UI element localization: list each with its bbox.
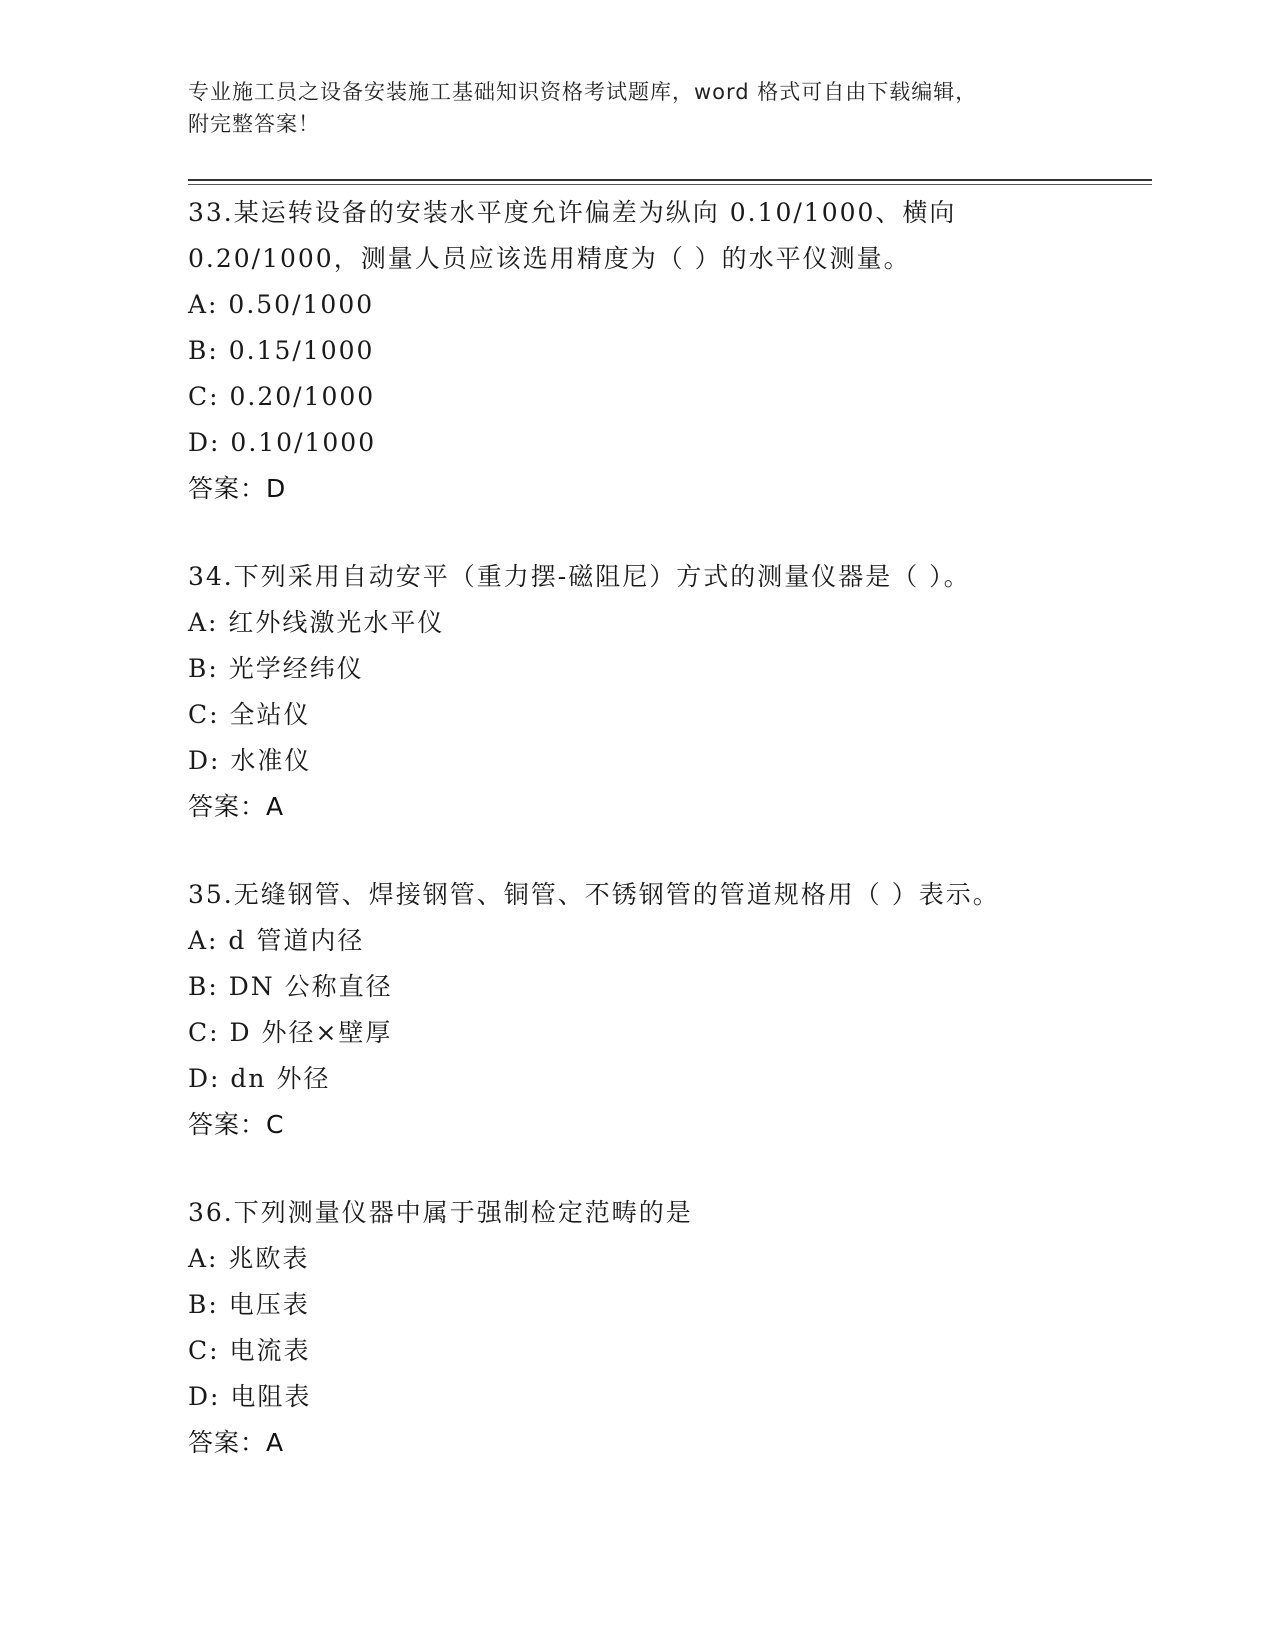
option-c: C: 电流表 [188, 1336, 311, 1365]
option-b: B: DN 公称直径 [188, 972, 393, 1001]
question-stem-line: 35.无缝钢管、焊接钢管、铜管、不锈钢管的管道规格用（ ）表示。 [188, 880, 1000, 909]
option-a: A: 0.50/1000 [188, 290, 375, 319]
question-stem-line: 33.某运转设备的安装水平度允许偏差为纵向 0.10/1000、横向 [188, 198, 957, 227]
option-b: B: 0.15/1000 [188, 336, 375, 365]
option-a: A: 红外线激光水平仪 [188, 608, 445, 637]
question-stem-line: 34.下列采用自动安平（重力摆-磁阻尼）方式的测量仪器是（ ）。 [188, 562, 971, 591]
header-line-1: 专业施工员之设备安装施工基础知识资格考试题库，word 格式可自由下载编辑， [188, 80, 978, 104]
question-stem-line: 36.下列测量仪器中属于强制检定范畴的是 [188, 1198, 693, 1227]
question-stem [188, 190, 1088, 282]
option-b: B: 电压表 [188, 1290, 310, 1319]
option-a: A: 兆欧表 [188, 1244, 310, 1273]
answer-line: 答案：D [188, 474, 287, 503]
question-34 [188, 554, 1088, 830]
question-stem [188, 872, 1088, 918]
question-35 [188, 872, 1088, 1148]
header-divider-thin [188, 184, 1152, 185]
answer-line: 答案：C [188, 1110, 285, 1139]
option-d: D: 水准仪 [188, 746, 312, 775]
document-header [188, 76, 1068, 140]
question-33 [188, 190, 1088, 512]
option-d: D: 电阻表 [188, 1382, 312, 1411]
header-divider-thick [188, 179, 1152, 181]
option-d: D: 0.10/1000 [188, 428, 377, 457]
answer-line: 答案：A [188, 1428, 285, 1457]
option-c: C: 0.20/1000 [188, 382, 376, 411]
question-stem-line: 0.20/1000，测量人员应该选用精度为（ ）的水平仪测量。 [188, 244, 911, 273]
option-b: B: 光学经纬仪 [188, 654, 364, 683]
option-a: A: d 管道内径 [188, 926, 365, 955]
option-d: D: dn 外径 [188, 1064, 331, 1093]
answer-line: 答案：A [188, 792, 285, 821]
question-stem [188, 554, 1088, 600]
question-stem [188, 1190, 1088, 1236]
question-list [188, 190, 1088, 1508]
option-c: C: D 外径×壁厚 [188, 1018, 393, 1047]
header-line-2: 附完整答案！ [188, 112, 320, 136]
option-c: C: 全站仪 [188, 700, 311, 729]
question-36 [188, 1190, 1088, 1466]
